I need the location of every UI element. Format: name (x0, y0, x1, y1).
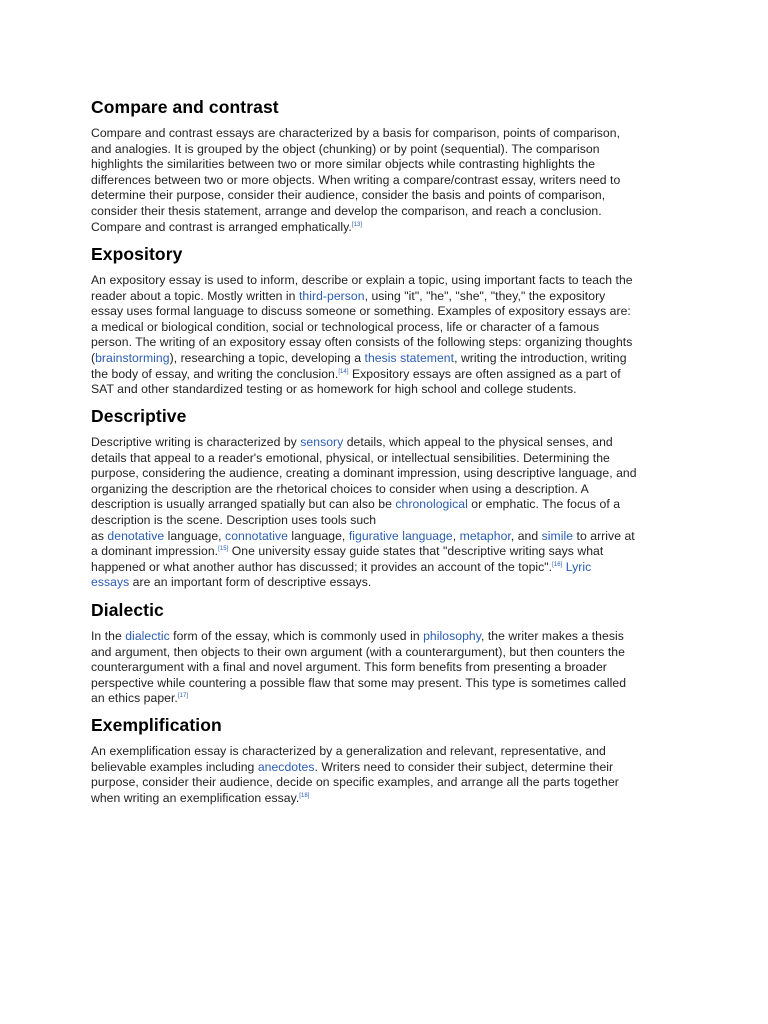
text-run: One university essay guide states that "descriptive writing says what (228, 544, 604, 559)
section-exemplification (91, 714, 619, 806)
text-line (91, 289, 633, 305)
text-run: are an important form of descriptive essays. (129, 575, 372, 590)
text-line (91, 544, 637, 560)
text-run: the body of essay, and writing the conclusion. (91, 366, 339, 381)
text-line (91, 367, 633, 383)
text-run: to arrive at (573, 528, 635, 543)
link-brainstorming[interactable]: brainstorming (95, 350, 170, 365)
text-run: believable examples including (91, 759, 258, 774)
text-run: , the writer makes a thesis (480, 629, 624, 643)
text-run: or emphatic. The focus of a (467, 497, 621, 512)
text-run: . Writers need to consider their subject, determine their (314, 759, 614, 774)
text-line: a medical or biological condition, social or technological process, life or character of a famous (91, 319, 600, 334)
text-run: Compare and contrast is arranged emphatically. (91, 219, 352, 234)
text-line: and analogies. It is grouped by the object (chunking) or by point (sequential). The comparison (91, 141, 600, 156)
text-line: determine their purpose, consider their audience, consider the basis and points of comparison, (91, 188, 606, 203)
link-dialectic[interactable]: dialectic (125, 629, 170, 643)
link-connotative[interactable]: connotative (225, 528, 288, 543)
text-line: essay uses formal language to discuss someone or something. Examples of expository essays are: (91, 304, 631, 319)
citation-17[interactable]: [17] (177, 693, 189, 700)
text-line: Compare and contrast essays are characterized by a basis for comparison, points of comparison, (91, 126, 621, 140)
section-paragraph (91, 273, 633, 398)
text-run: reader about a topic. Mostly written in (91, 288, 299, 303)
text-run: , (452, 528, 460, 543)
link-third-person[interactable]: third-person (298, 288, 365, 303)
text-line (91, 560, 637, 576)
text-line: An expository essay is used to inform, describe or explain a topic, using important facts to teach the (91, 273, 633, 287)
text-run: Descriptive writing is characterized by (91, 435, 301, 449)
text-line (91, 791, 619, 807)
text-line: counterargument with a final and novel argument. This form benefits from presenting a broader (91, 660, 607, 675)
text-line: An exemplification essay is characterized by a generalization and relevant, representative, and (91, 744, 606, 758)
text-line (91, 529, 637, 545)
section-heading: Descriptive (91, 406, 187, 426)
text-run: description is usually arranged spatially but can also be (91, 497, 396, 512)
section-paragraph (91, 629, 626, 707)
citation-13[interactable]: [13] (351, 221, 363, 228)
text-line (91, 575, 637, 591)
text-line: highlights the similarities between two or more similar objects while contrasting highlights the (91, 157, 596, 172)
text-run: a dominant impression. (91, 544, 219, 559)
text-run: ), researching a topic, developing a (169, 350, 365, 365)
citation-18[interactable]: [18] (299, 792, 310, 799)
section-paragraph (91, 744, 619, 806)
text-run: as (91, 528, 108, 543)
text-line (91, 691, 626, 707)
text-run: happened or what another author has discussed; it provides an account of the topic". (91, 559, 553, 574)
text-line: details that appeal to a reader's emotional, physical, or intellectual sensibilities. Determining the (91, 450, 610, 465)
text-line: perspective while countering a possible flaw that some may present. This type is sometimes called (91, 675, 627, 690)
text-run: language, (287, 528, 349, 543)
text-line: differences between two or more objects. When writing a compare/contrast essay, writers need to (91, 172, 621, 187)
text-line: organizing the description are the rhetorical choices to consider when using a description. A (91, 481, 589, 496)
citation-15[interactable]: [15] (218, 546, 229, 553)
link-lyric-essays[interactable]: essays (91, 575, 130, 590)
citation-14[interactable]: [14] (338, 368, 349, 375)
section-heading: Dialectic (91, 600, 164, 620)
text-run: In the (91, 629, 126, 643)
link-philosophy[interactable]: philosophy (423, 629, 481, 643)
section-expository (91, 243, 633, 398)
text-line-with-ref (91, 220, 620, 236)
text-run: form of the essay, which is commonly used in (169, 629, 424, 643)
link-sensory[interactable]: sensory (300, 435, 344, 449)
link-denotative[interactable]: denotative (107, 528, 165, 543)
section-heading: Expository (91, 244, 183, 264)
text-run: when writing an exemplification essay. (91, 790, 300, 805)
link-simile[interactable]: simile (541, 528, 574, 543)
section-heading: Exemplification (91, 715, 222, 735)
text-run: , using "it", "he", "she", "they," the expository (364, 288, 606, 303)
text-run: an ethics paper. (91, 691, 178, 706)
text-run: , and (510, 528, 542, 543)
section-dialectic (91, 599, 626, 707)
text-run: , writing the introduction, writing (454, 350, 627, 365)
link-metaphor[interactable]: metaphor (459, 528, 511, 543)
text-line: consider their thesis statement, arrange and develop the comparison, and reach a conclusion. (91, 203, 602, 218)
text-line: person. The writing of an expository essay often consists of the following steps: organizing thoughts (91, 335, 633, 350)
section-paragraph (91, 126, 620, 235)
text-line: description is the scene. Description uses tools such (91, 512, 377, 527)
text-run: language, (164, 528, 226, 543)
link-thesis-statement[interactable]: thesis statement (364, 350, 455, 365)
text-line: purpose, consider their audience, decide on specific examples, and arrange all the parts together (91, 775, 619, 790)
text-line: purpose, considering the audience, creating a dominant impression, using descriptive language, and (91, 466, 637, 481)
text-line (91, 760, 619, 776)
text-line (91, 497, 637, 513)
text-run: details, which appeal to the physical senses, and (343, 435, 613, 449)
text-run: ( (91, 350, 96, 365)
section-compare-and-contrast (91, 96, 620, 235)
link-lyric-essays[interactable]: Lyric (565, 559, 592, 574)
text-line (91, 435, 637, 451)
link-anecdotes[interactable]: anecdotes (257, 759, 315, 774)
text-line: and argument, then objects to their own argument (with a counterargument), but then counters the (91, 644, 625, 659)
text-run: Expository essays are often assigned as a part of (348, 366, 621, 381)
section-descriptive (91, 405, 637, 591)
section-heading: Compare and contrast (91, 97, 279, 117)
link-chronological[interactable]: chronological (395, 497, 468, 512)
text-line (91, 351, 633, 367)
text-line (91, 629, 626, 645)
link-figurative-language[interactable]: figurative language (348, 528, 453, 543)
text-line: SAT and other standardized testing or as homework for high school and college students. (91, 382, 577, 397)
section-paragraph (91, 435, 637, 591)
citation-16[interactable]: [16] (552, 561, 563, 568)
